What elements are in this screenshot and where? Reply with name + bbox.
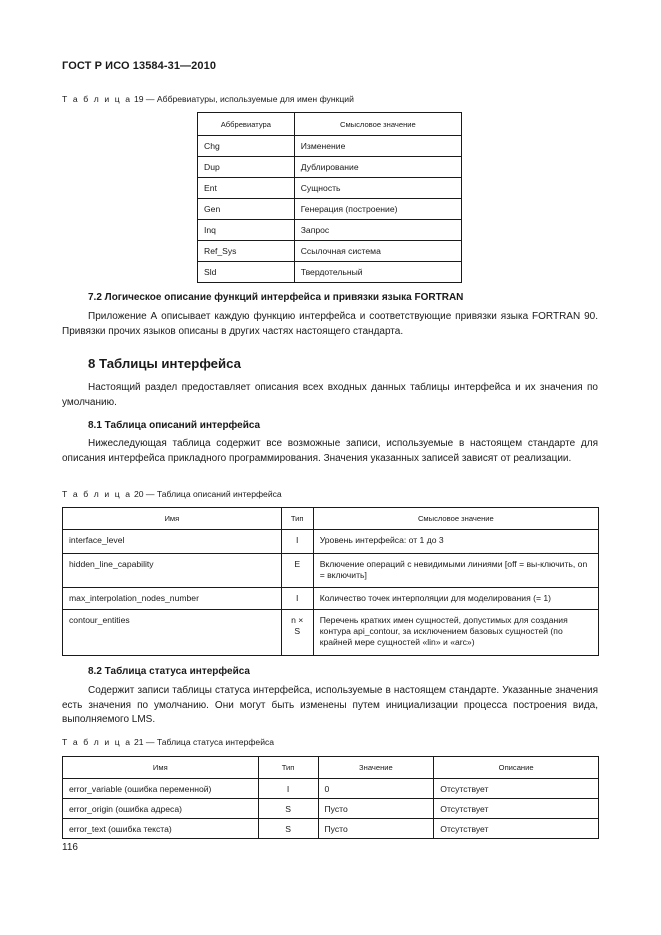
table21-caption bbox=[62, 737, 274, 747]
table-row bbox=[198, 178, 462, 199]
meaning-cell: Сущность bbox=[294, 178, 461, 199]
table-row bbox=[198, 262, 462, 283]
section-8-heading: 8 Таблицы интерфейса bbox=[88, 356, 241, 371]
abbr-cell: Ref_Sys bbox=[198, 241, 295, 262]
meaning-cell: Дублирование bbox=[294, 157, 461, 178]
column-header: Аббревиатура bbox=[198, 113, 295, 136]
type-cell: I bbox=[281, 530, 313, 554]
name-cell: contour_entities bbox=[63, 610, 282, 656]
table-row bbox=[198, 136, 462, 157]
section-8-1-heading: 8.1 Таблица описаний интерфейса bbox=[88, 420, 261, 431]
meaning-cell: Генерация (построение) bbox=[294, 199, 461, 220]
section-8-1-paragraph: Нижеследующая таблица содержит все возможные записи, используемые в настоящем стандарте для описания интерфейса прикладного программирования. Значения указанных записей зависят от реализации. bbox=[62, 438, 598, 464]
meaning-cell: Твердотельный bbox=[294, 262, 461, 283]
name-cell: interface_level bbox=[63, 530, 282, 554]
table20 bbox=[62, 507, 599, 656]
table19-caption-text: 19 — Аббревиатуры, используемые для имен функций bbox=[133, 94, 354, 104]
abbr-cell: Sld bbox=[198, 262, 295, 283]
name-cell: max_interpolation_nodes_number bbox=[63, 588, 282, 610]
page-number: 116 bbox=[62, 842, 78, 853]
value-cell: Пусто bbox=[318, 819, 434, 839]
table-row bbox=[198, 241, 462, 262]
abbr-cell: Gen bbox=[198, 199, 295, 220]
name-cell: error_origin (ошибка адреса) bbox=[63, 799, 259, 819]
column-header: Значение bbox=[318, 757, 434, 779]
table-row bbox=[63, 799, 599, 819]
meaning-cell: Перечень кратких имен сущностей, допустимых для создания контура api_contour, за исключением базовых сущностей (по крайней мере сущностей «lin» и «arc») bbox=[313, 610, 598, 656]
meaning-cell: Включение операций с невидимыми линиями [off = вы-ключить, on = включить] bbox=[313, 554, 598, 588]
meaning-cell: Ссылочная система bbox=[294, 241, 461, 262]
name-cell: hidden_line_capability bbox=[63, 554, 282, 588]
table21 bbox=[62, 756, 599, 839]
abbr-cell: Ent bbox=[198, 178, 295, 199]
table19 bbox=[197, 112, 462, 283]
section-7-2-paragraph: Приложение А описывает каждую функцию интерфейса и соответствующие привязки языка FORTRAN 90. Привязки прочих языков описаны в других частях настоящего стандарта. bbox=[62, 311, 598, 337]
meaning-cell: Изменение bbox=[294, 136, 461, 157]
name-cell: error_variable (ошибка переменной) bbox=[63, 779, 259, 799]
column-header: Тип bbox=[258, 757, 318, 779]
table-row bbox=[63, 610, 599, 656]
description-cell: Отсутствует bbox=[434, 819, 599, 839]
section-8-paragraph: Настоящий раздел предоставляет описания всех входных данных таблицы интерфейса и их значения по умолчанию. bbox=[62, 382, 598, 408]
table-header-row bbox=[63, 757, 599, 779]
section-7-2-heading: 7.2 Логическое описание функций интерфейса и привязки языка FORTRAN bbox=[88, 292, 464, 303]
type-cell: I bbox=[258, 779, 318, 799]
table20-caption bbox=[62, 489, 282, 499]
type-cell: E bbox=[281, 554, 313, 588]
table-row bbox=[63, 530, 599, 554]
document-header: ГОСТ Р ИСО 13584-31—2010 bbox=[62, 60, 217, 72]
table21-caption-label: Т а б л и ц а bbox=[62, 737, 132, 747]
column-header: Имя bbox=[63, 757, 259, 779]
table21-caption-text: 21 — Таблица статуса интерфейса bbox=[133, 737, 275, 747]
abbr-cell: Dup bbox=[198, 157, 295, 178]
table-row bbox=[63, 779, 599, 799]
table-row bbox=[198, 199, 462, 220]
table-header-row bbox=[198, 113, 462, 136]
meaning-cell: Запрос bbox=[294, 220, 461, 241]
table20-caption-text: 20 — Таблица описаний интерфейса bbox=[133, 489, 282, 499]
column-header: Смысловое значение bbox=[313, 508, 598, 530]
column-header: Смысловое значение bbox=[294, 113, 461, 136]
column-header: Тип bbox=[281, 508, 313, 530]
type-cell: S bbox=[258, 819, 318, 839]
type-cell: S bbox=[258, 799, 318, 819]
description-cell: Отсутствует bbox=[434, 779, 599, 799]
table19-caption-label: Т а б л и ц а bbox=[62, 94, 132, 104]
table-row bbox=[63, 819, 599, 839]
section-8-2-paragraph: Содержит записи таблицы статуса интерфейса, используемые в настоящем стандарте. Указанные значения есть значения по умолчанию. Они могут быть изменены путем инициализации процесса построения вида, выполняемого LMS. bbox=[62, 685, 598, 726]
abbr-cell: Chg bbox=[198, 136, 295, 157]
meaning-cell: Количество точек интерполяции для моделирования (= 1) bbox=[313, 588, 598, 610]
column-header: Имя bbox=[63, 508, 282, 530]
table-row bbox=[198, 220, 462, 241]
table-row bbox=[63, 588, 599, 610]
table20-caption-label: Т а б л и ц а bbox=[62, 489, 132, 499]
section-8-2-heading: 8.2 Таблица статуса интерфейса bbox=[88, 666, 250, 677]
value-cell: 0 bbox=[318, 779, 434, 799]
meaning-cell: Уровень интерфейса: от 1 до 3 bbox=[313, 530, 598, 554]
table-header-row bbox=[63, 508, 599, 530]
type-cell: n × S bbox=[281, 610, 313, 656]
type-cell: I bbox=[281, 588, 313, 610]
column-header: Описание bbox=[434, 757, 599, 779]
abbr-cell: Inq bbox=[198, 220, 295, 241]
name-cell: error_text (ошибка текста) bbox=[63, 819, 259, 839]
value-cell: Пусто bbox=[318, 799, 434, 819]
description-cell: Отсутствует bbox=[434, 799, 599, 819]
table-row bbox=[198, 157, 462, 178]
table-row bbox=[63, 554, 599, 588]
table19-caption bbox=[62, 94, 354, 104]
